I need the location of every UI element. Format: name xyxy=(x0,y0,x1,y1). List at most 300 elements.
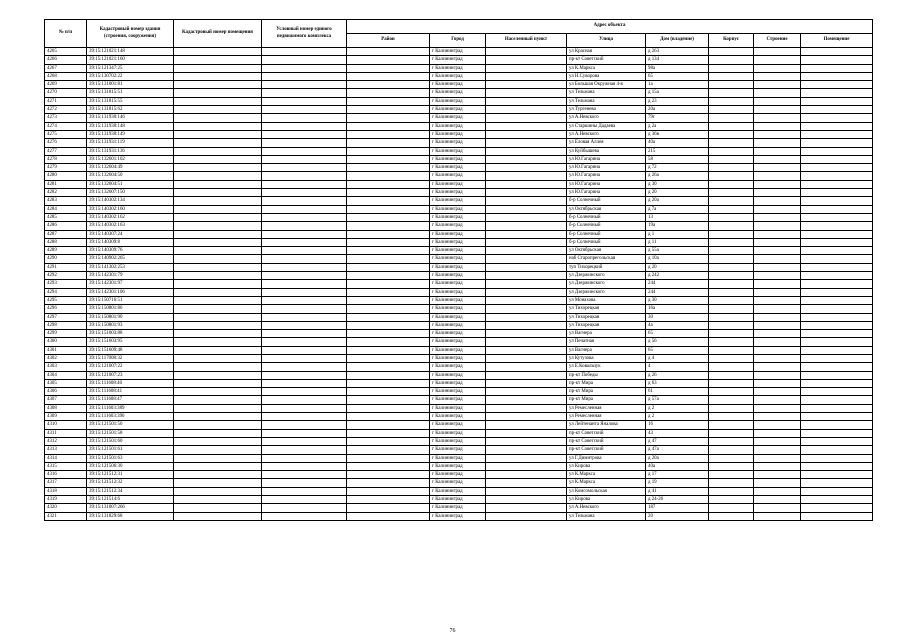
table-row xyxy=(45,446,873,454)
cell-house: 4а xyxy=(646,321,709,329)
cell-district xyxy=(347,114,430,122)
cell-district xyxy=(347,413,430,421)
cell-house: д 15а xyxy=(646,89,709,97)
cell-korpus xyxy=(709,272,754,280)
cell-city: г Калининград xyxy=(430,130,486,138)
cell-cad-building: 39:15:151609:48 xyxy=(87,346,174,354)
cell-korpus xyxy=(709,230,754,238)
cell-cad-room xyxy=(174,164,262,172)
cell-house: 98а xyxy=(646,64,709,72)
cell-num: 4279 xyxy=(45,164,87,172)
cell-cad-building: 39:15:121501:60 xyxy=(87,437,174,445)
cell-cad-room xyxy=(174,147,262,155)
document-sheet xyxy=(44,19,872,521)
cell-settlement xyxy=(486,197,567,205)
cell-room xyxy=(801,97,873,105)
cell-building xyxy=(754,247,801,255)
cell-room xyxy=(801,504,873,512)
cell-num: 4266 xyxy=(45,56,87,64)
table-row xyxy=(45,379,873,387)
cell-house: д 4 xyxy=(646,354,709,362)
table-row xyxy=(45,147,873,155)
cell-street: ул Большая Окружная 4-я xyxy=(567,81,646,89)
cell-street: пр-кт Советский xyxy=(567,437,646,445)
cell-street: ул Еловая Аллея xyxy=(567,139,646,147)
cell-korpus xyxy=(709,280,754,288)
cell-house: 215 xyxy=(646,147,709,155)
cell-cond-complex xyxy=(262,114,347,122)
cell-num: 4309 xyxy=(45,413,87,421)
cell-street: ул К.Маркса xyxy=(567,64,646,72)
table-row xyxy=(45,72,873,80)
cell-house: 61 xyxy=(646,388,709,396)
cell-house: д 10а xyxy=(646,255,709,263)
cell-room xyxy=(801,122,873,130)
table-row xyxy=(45,296,873,304)
cell-cad-room xyxy=(174,263,262,271)
cell-district xyxy=(347,180,430,188)
cell-cond-complex xyxy=(262,504,347,512)
cell-korpus xyxy=(709,81,754,89)
cell-house: д 20 xyxy=(646,189,709,197)
cell-district xyxy=(347,454,430,462)
cell-house: 20а xyxy=(646,106,709,114)
cell-korpus xyxy=(709,496,754,504)
cell-city: г Калининград xyxy=(430,496,486,504)
cell-cad-room xyxy=(174,238,262,246)
cell-city: г Калининград xyxy=(430,164,486,172)
cell-building xyxy=(754,346,801,354)
cell-house: 19а xyxy=(646,222,709,230)
cell-cad-building: 39:15:140302:162 xyxy=(87,213,174,221)
cell-num: 4287 xyxy=(45,230,87,238)
cell-num: 4302 xyxy=(45,354,87,362)
cell-building xyxy=(754,114,801,122)
cell-district xyxy=(347,280,430,288)
cell-house: 244 xyxy=(646,288,709,296)
cell-house: 1а xyxy=(646,81,709,89)
cell-cad-room xyxy=(174,346,262,354)
cell-settlement xyxy=(486,388,567,396)
cell-cad-room xyxy=(174,379,262,387)
cell-house: д 11 xyxy=(646,238,709,246)
cell-cond-complex xyxy=(262,81,347,89)
cell-building xyxy=(754,189,801,197)
cell-district xyxy=(347,222,430,230)
cell-num: 4268 xyxy=(45,72,87,80)
cell-street: пр-кт Мира xyxy=(567,396,646,404)
cell-cad-building: 39:15:121501:63 xyxy=(87,454,174,462)
cell-num: 4275 xyxy=(45,130,87,138)
cell-cad-room xyxy=(174,487,262,495)
cell-city: г Калининград xyxy=(430,379,486,387)
cell-building xyxy=(754,479,801,487)
cell-cad-building: 39:15:140307:24 xyxy=(87,230,174,238)
cell-num: 4285 xyxy=(45,213,87,221)
cell-cond-complex xyxy=(262,330,347,338)
cell-korpus xyxy=(709,462,754,470)
table-row xyxy=(45,139,873,147)
cell-settlement xyxy=(486,106,567,114)
header-settlement: Населенный пункт xyxy=(486,34,567,48)
cell-room xyxy=(801,396,873,404)
cell-num: 4271 xyxy=(45,97,87,105)
cell-num: 4288 xyxy=(45,238,87,246)
cell-settlement xyxy=(486,180,567,188)
cell-district xyxy=(347,421,430,429)
cell-room xyxy=(801,130,873,138)
cell-street: пр-кт Мира xyxy=(567,388,646,396)
cell-building xyxy=(754,462,801,470)
cell-cad-room xyxy=(174,56,262,64)
cell-cad-room xyxy=(174,496,262,504)
cell-street: ул Дзержинского xyxy=(567,280,646,288)
cell-settlement xyxy=(486,272,567,280)
cell-street: ул Е.Ковальчук xyxy=(567,363,646,371)
cell-room xyxy=(801,487,873,495)
cell-house: 244 xyxy=(646,280,709,288)
cell-street: ул Ю.Гагарина xyxy=(567,164,646,172)
cell-room xyxy=(801,255,873,263)
cell-cond-complex xyxy=(262,313,347,321)
cell-num: 4292 xyxy=(45,272,87,280)
cell-city: г Калининград xyxy=(430,421,486,429)
cell-settlement xyxy=(486,330,567,338)
cell-street: ул Октябрьская xyxy=(567,247,646,255)
cell-street: ул Дзержинского xyxy=(567,288,646,296)
cell-city: г Калининград xyxy=(430,296,486,304)
cell-city: г Калининград xyxy=(430,263,486,271)
cell-city: г Калининград xyxy=(430,106,486,114)
cell-cad-building: 39:15:132604:50 xyxy=(87,172,174,180)
table-row xyxy=(45,263,873,271)
cell-cad-room xyxy=(174,363,262,371)
cell-num: 4306 xyxy=(45,388,87,396)
cell-cad-room xyxy=(174,396,262,404)
header-building: Строение xyxy=(754,34,801,48)
cell-korpus xyxy=(709,180,754,188)
cell-cad-building: 39:15:132604:51 xyxy=(87,180,174,188)
cell-city: г Калининград xyxy=(430,272,486,280)
cell-settlement xyxy=(486,213,567,221)
table-row xyxy=(45,106,873,114)
objects-table xyxy=(44,19,873,521)
cell-building xyxy=(754,122,801,130)
cell-street: ул Кутузова xyxy=(567,354,646,362)
cell-cond-complex xyxy=(262,404,347,412)
cell-settlement xyxy=(486,72,567,80)
cell-cond-complex xyxy=(262,429,347,437)
cell-street: ул А.Невского xyxy=(567,114,646,122)
cell-cad-building: 39:15:121506:30 xyxy=(87,462,174,470)
cell-street: ул Ю.Гагарина xyxy=(567,172,646,180)
cell-city: г Калининград xyxy=(430,437,486,445)
cell-num: 4296 xyxy=(45,305,87,313)
cell-settlement xyxy=(486,446,567,454)
cell-room xyxy=(801,172,873,180)
table-row xyxy=(45,238,873,246)
cell-city: г Калининград xyxy=(430,330,486,338)
cell-building xyxy=(754,97,801,105)
cell-settlement xyxy=(486,255,567,263)
cell-cad-room xyxy=(174,139,262,147)
cell-settlement xyxy=(486,363,567,371)
cell-room xyxy=(801,296,873,304)
cell-cad-building: 39:15:111608:47 xyxy=(87,396,174,404)
cell-cad-room xyxy=(174,255,262,263)
cell-district xyxy=(347,371,430,379)
cell-city: г Калининград xyxy=(430,155,486,163)
cell-cad-room xyxy=(174,471,262,479)
cell-city: г Калининград xyxy=(430,504,486,512)
cell-building xyxy=(754,404,801,412)
cell-cad-building: 39:15:117008:32 xyxy=(87,354,174,362)
cell-korpus xyxy=(709,413,754,421)
cell-korpus xyxy=(709,189,754,197)
cell-building xyxy=(754,180,801,188)
cell-room xyxy=(801,189,873,197)
cell-house: 58 xyxy=(646,155,709,163)
table-row xyxy=(45,247,873,255)
cell-korpus xyxy=(709,213,754,221)
cell-district xyxy=(347,288,430,296)
cell-korpus xyxy=(709,122,754,130)
table-row xyxy=(45,512,873,520)
cell-district xyxy=(347,338,430,346)
cell-room xyxy=(801,313,873,321)
table-row xyxy=(45,197,873,205)
cell-korpus xyxy=(709,130,754,138)
cell-city: г Калининград xyxy=(430,388,486,396)
cell-district xyxy=(347,479,430,487)
table-row xyxy=(45,396,873,404)
cell-house: д 2 xyxy=(646,404,709,412)
cell-house: д 17 xyxy=(646,471,709,479)
cell-cad-building: 39:15:131930:148 xyxy=(87,122,174,130)
cell-cad-room xyxy=(174,81,262,89)
cell-city: г Калининград xyxy=(430,189,486,197)
cell-num: 4276 xyxy=(45,139,87,147)
cell-room xyxy=(801,346,873,354)
cell-house: д 57а xyxy=(646,396,709,404)
cell-cond-complex xyxy=(262,189,347,197)
cell-room xyxy=(801,379,873,387)
cell-house: д 24-26 xyxy=(646,496,709,504)
cell-city: г Калининград xyxy=(430,404,486,412)
cell-cond-complex xyxy=(262,205,347,213)
cell-settlement xyxy=(486,404,567,412)
header-district: Район xyxy=(347,34,430,48)
cell-cad-building: 39:15:111608:41 xyxy=(87,388,174,396)
page-number: 76 xyxy=(449,628,456,634)
cell-street: пр-кт Мира xyxy=(567,379,646,387)
cell-cad-building: 39:15:121021:148 xyxy=(87,48,174,56)
cell-cond-complex xyxy=(262,238,347,246)
cell-settlement xyxy=(486,479,567,487)
cell-korpus xyxy=(709,379,754,387)
cell-city: г Калининград xyxy=(430,280,486,288)
cell-korpus xyxy=(709,504,754,512)
cell-city: г Калининград xyxy=(430,238,486,246)
table-row xyxy=(45,462,873,470)
table-row xyxy=(45,363,873,371)
cell-cad-room xyxy=(174,429,262,437)
cell-building xyxy=(754,48,801,56)
cell-korpus xyxy=(709,371,754,379)
cell-district xyxy=(347,72,430,80)
header-cond-complex: Условный номер единого недвижимого комплекса xyxy=(262,20,347,48)
cell-korpus xyxy=(709,346,754,354)
cell-city: г Калининград xyxy=(430,139,486,147)
cell-num: 4273 xyxy=(45,114,87,122)
cell-district xyxy=(347,197,430,205)
cell-cond-complex xyxy=(262,172,347,180)
cell-settlement xyxy=(486,421,567,429)
cell-building xyxy=(754,89,801,97)
table-row xyxy=(45,504,873,512)
cell-city: г Калининград xyxy=(430,396,486,404)
cell-settlement xyxy=(486,379,567,387)
cell-room xyxy=(801,180,873,188)
cell-building xyxy=(754,330,801,338)
cell-building xyxy=(754,164,801,172)
cell-cad-building: 39:15:131931:136 xyxy=(87,147,174,155)
cell-korpus xyxy=(709,471,754,479)
cell-room xyxy=(801,404,873,412)
cell-settlement xyxy=(486,155,567,163)
cell-cond-complex xyxy=(262,89,347,97)
cell-cad-building: 39:15:121514:6 xyxy=(87,496,174,504)
cell-street: ул К.Маркса xyxy=(567,479,646,487)
cell-street: пр-кт Победы xyxy=(567,371,646,379)
cell-cad-room xyxy=(174,205,262,213)
cell-cad-building: 39:15:131007:266 xyxy=(87,504,174,512)
cell-cond-complex xyxy=(262,48,347,56)
cell-room xyxy=(801,272,873,280)
cell-building xyxy=(754,147,801,155)
cell-cad-room xyxy=(174,272,262,280)
cell-cad-room xyxy=(174,172,262,180)
cell-room xyxy=(801,479,873,487)
cell-street: б-р Солнечный xyxy=(567,213,646,221)
cell-street: ул Ю.Гагарина xyxy=(567,189,646,197)
cell-room xyxy=(801,330,873,338)
cell-cad-room xyxy=(174,321,262,329)
cell-district xyxy=(347,106,430,114)
cell-house: 65 xyxy=(646,72,709,80)
cell-korpus xyxy=(709,330,754,338)
cell-cad-room xyxy=(174,72,262,80)
cell-settlement xyxy=(486,371,567,379)
cell-room xyxy=(801,197,873,205)
cell-building xyxy=(754,272,801,280)
cell-cond-complex xyxy=(262,288,347,296)
cell-building xyxy=(754,205,801,213)
cell-house: 65 xyxy=(646,346,709,354)
cell-building xyxy=(754,81,801,89)
cell-building xyxy=(754,437,801,445)
cell-korpus xyxy=(709,404,754,412)
cell-street: ул Кирова xyxy=(567,462,646,470)
cell-room xyxy=(801,338,873,346)
cell-house: д 63 xyxy=(646,379,709,387)
cell-cad-room xyxy=(174,338,262,346)
table-row xyxy=(45,280,873,288)
cell-room xyxy=(801,56,873,64)
table-row xyxy=(45,81,873,89)
cell-house: 65 xyxy=(646,330,709,338)
cell-district xyxy=(347,388,430,396)
cell-cad-room xyxy=(174,296,262,304)
cell-korpus xyxy=(709,354,754,362)
table-row xyxy=(45,330,873,338)
cell-city: г Калининград xyxy=(430,205,486,213)
header-cad-building: Кадастровый номер здания (строения, сооружения) xyxy=(87,20,174,48)
cell-num: 4320 xyxy=(45,504,87,512)
cell-house: д 20а xyxy=(646,454,709,462)
cell-building xyxy=(754,354,801,362)
cell-building xyxy=(754,139,801,147)
cell-num: 4298 xyxy=(45,321,87,329)
cell-settlement xyxy=(486,205,567,213)
table-row xyxy=(45,421,873,429)
cell-cond-complex xyxy=(262,321,347,329)
cell-room xyxy=(801,89,873,97)
cell-cad-room xyxy=(174,130,262,138)
cell-cad-building: 39:15:140902:265 xyxy=(87,255,174,263)
cell-cond-complex xyxy=(262,272,347,280)
cell-cad-building: 39:15:140302:163 xyxy=(87,222,174,230)
cell-street: ул Дзержинского xyxy=(567,272,646,280)
cell-cad-room xyxy=(174,330,262,338)
cell-cond-complex xyxy=(262,106,347,114)
cell-cad-building: 39:15:150801:86 xyxy=(87,305,174,313)
cell-cad-room xyxy=(174,180,262,188)
cell-district xyxy=(347,56,430,64)
cell-street: ул Ю.Гагарина xyxy=(567,155,646,163)
cell-street: пр-кт Советский xyxy=(567,446,646,454)
cell-district xyxy=(347,313,430,321)
cell-cad-building: 39:15:150716:51 xyxy=(87,296,174,304)
cell-cond-complex xyxy=(262,296,347,304)
cell-district xyxy=(347,487,430,495)
cell-street: б-р Солнечный xyxy=(567,222,646,230)
table-row xyxy=(45,346,873,354)
cell-district xyxy=(347,296,430,304)
cell-cad-room xyxy=(174,313,262,321)
cell-cad-building: 39:15:121007:22 xyxy=(87,363,174,371)
cell-house: д 56 xyxy=(646,338,709,346)
cell-settlement xyxy=(486,413,567,421)
cell-cond-complex xyxy=(262,213,347,221)
cell-cond-complex xyxy=(262,496,347,504)
cell-cond-complex xyxy=(262,155,347,163)
cell-city: г Калининград xyxy=(430,413,486,421)
cell-settlement xyxy=(486,429,567,437)
cell-district xyxy=(347,471,430,479)
cell-settlement xyxy=(486,496,567,504)
cell-room xyxy=(801,263,873,271)
cell-building xyxy=(754,197,801,205)
cell-cad-room xyxy=(174,106,262,114)
cell-house: д 26 xyxy=(646,371,709,379)
cell-street: ул Старшины Дадаева xyxy=(567,122,646,130)
cell-building xyxy=(754,280,801,288)
cell-num: 4315 xyxy=(45,462,87,470)
cell-room xyxy=(801,205,873,213)
cell-cad-room xyxy=(174,404,262,412)
cell-cad-room xyxy=(174,114,262,122)
